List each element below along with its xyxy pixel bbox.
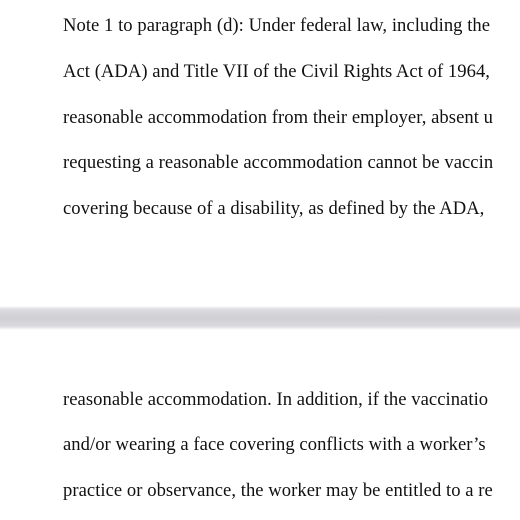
document-page-bottom <box>0 330 520 520</box>
text-line: Act (ADA) and Title VII of the Civil Rights Act of 1964, <box>63 61 490 82</box>
text-line: reasonable accommodation. In addition, if the vaccinatio <box>63 389 489 410</box>
text-line: and/or wearing a face covering conflicts with a worker’s <box>63 434 486 455</box>
text-line: requesting a reasonable accommodation cannot be vaccin <box>63 152 494 173</box>
text-line: covering because of a disability, as defined by the ADA, <box>63 198 485 219</box>
text-line: Note 1 to paragraph (d): Under federal law, including the <box>63 15 491 36</box>
text-line: practice or observance, the worker may be entitled to a re <box>63 480 493 501</box>
page-break-separator <box>0 306 520 330</box>
text-line: reasonable accommodation from their employer, absent u <box>63 107 493 128</box>
